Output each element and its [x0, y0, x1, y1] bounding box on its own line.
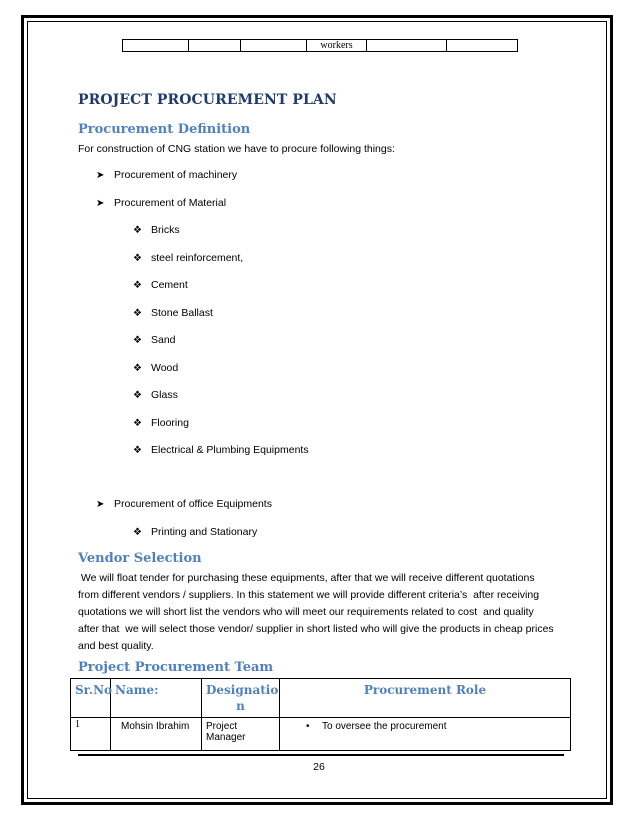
header-procurement-role: Procurement Role — [280, 679, 571, 718]
diamond-bullet-icon: ❖ — [133, 280, 142, 291]
table-cell: workers — [307, 40, 367, 52]
diamond-bullet-icon: ❖ — [133, 418, 142, 429]
arrow-bullet-icon: ➤ — [96, 198, 105, 209]
sub-list-item: ❖ Glass — [133, 389, 178, 401]
list-item: ➤ Procurement of machinery — [96, 169, 238, 181]
sub-list-item: ❖ Sand — [133, 334, 176, 346]
paragraph-line: and best quality. — [78, 640, 154, 652]
diamond-bullet-icon: ❖ — [133, 253, 142, 264]
section-title-procurement-team: Project Procurement Team — [78, 660, 274, 675]
sub-list-item: ❖ Cement — [133, 279, 188, 291]
diamond-bullet-icon: ❖ — [133, 527, 142, 538]
table-cell — [241, 40, 307, 52]
table-header-row — [71, 679, 571, 718]
continued-table-fragment — [122, 39, 518, 52]
diamond-bullet-icon: ❖ — [133, 225, 142, 236]
sub-list-item: ❖ Flooring — [133, 417, 189, 429]
vendor-selection-paragraph — [78, 570, 578, 655]
sub-list-item: ❖ Printing and Stationary — [133, 526, 258, 538]
paragraph-line: quotations we will short list the vendors who will meet our requirements related to cost and quality — [78, 606, 534, 618]
header-designation: Designatio n — [202, 679, 280, 718]
sub-list-item: ❖ Bricks — [133, 224, 180, 236]
bullet-dot-icon: • — [306, 721, 310, 732]
table-cell — [367, 40, 447, 52]
procurement-team-table — [70, 678, 571, 751]
cell-name: Mohsin Ibrahim — [111, 718, 202, 751]
list-item: ➤ Procurement of Material — [96, 197, 227, 209]
header-name: Name: — [111, 679, 202, 718]
cell-role: • To oversee the procurement — [280, 718, 571, 751]
diamond-bullet-icon: ❖ — [133, 335, 142, 346]
sub-list-item: ❖ Wood — [133, 362, 179, 374]
list-item: ➤ Procurement of office Equipments — [96, 498, 272, 510]
section-title-vendor-selection: Vendor Selection — [78, 551, 202, 566]
paragraph-line: We will float tender for purchasing these equipments, after that we will receive different quotations — [78, 572, 535, 584]
sub-list-item: ❖ Electrical & Plumbing Equipments — [133, 444, 309, 456]
table-cell — [189, 40, 241, 52]
section-title-procurement-definition: Procurement Definition — [78, 122, 251, 137]
header-srno: Sr.No — [71, 679, 111, 718]
cell-designation: Project Manager — [202, 718, 280, 751]
table-cell — [123, 40, 189, 52]
diamond-bullet-icon: ❖ — [133, 308, 142, 319]
paragraph-line: from different vendors / suppliers. In this statement we will provide different criteria’s after receiving — [78, 589, 540, 601]
diamond-bullet-icon: ❖ — [133, 445, 142, 456]
diamond-bullet-icon: ❖ — [133, 390, 142, 401]
cell-srno: 1 — [71, 718, 111, 751]
table-cell — [447, 40, 518, 52]
paragraph-line: after that we will select those vendor/ supplier in short listed who will give the products in cheap prices — [78, 623, 554, 635]
arrow-bullet-icon: ➤ — [96, 499, 105, 510]
arrow-bullet-icon: ➤ — [96, 170, 105, 181]
sub-list-item: ❖ Stone Ballast — [133, 307, 213, 319]
intro-text: For construction of CNG station we have to procure following things: — [78, 143, 395, 155]
sub-list-item: ❖ steel reinforcement, — [133, 252, 244, 264]
footer-divider — [78, 754, 564, 756]
table-row — [71, 718, 571, 751]
page-heading: PROJECT PROCUREMENT PLAN — [78, 92, 337, 108]
diamond-bullet-icon: ❖ — [133, 363, 142, 374]
page-number: 26 — [313, 761, 325, 773]
